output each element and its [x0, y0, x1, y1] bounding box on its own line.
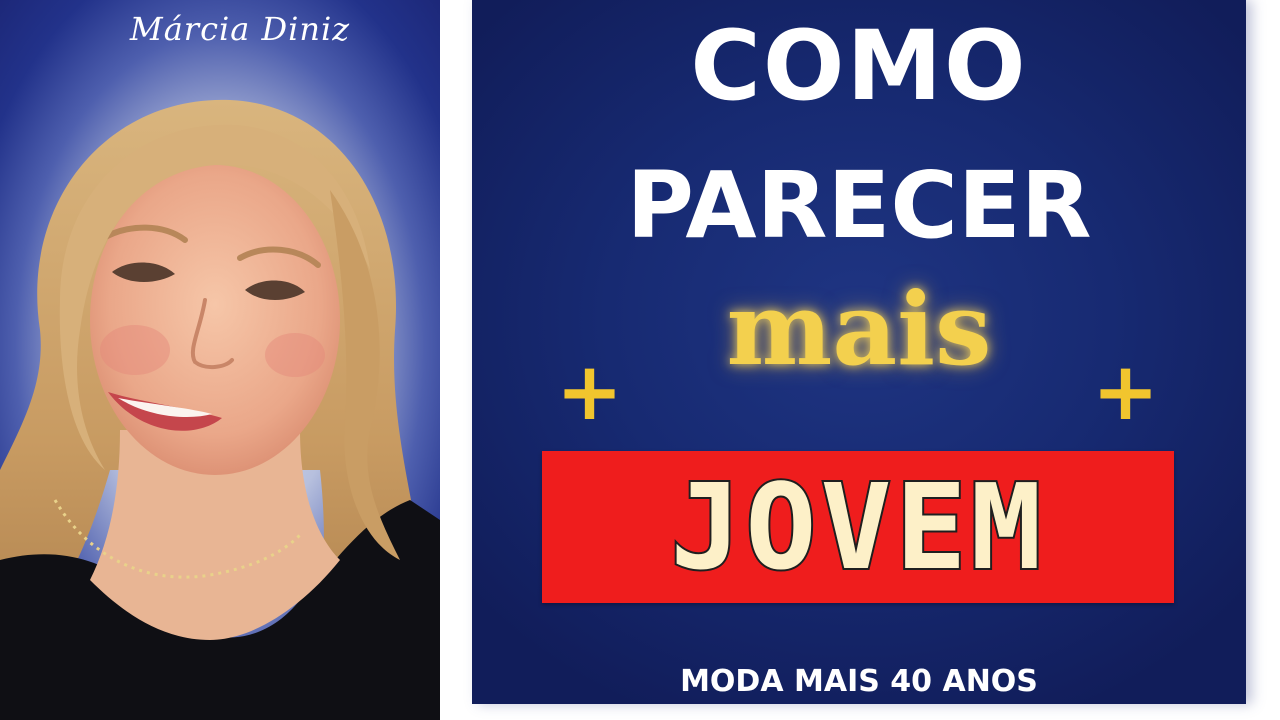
plus-left-icon: + — [556, 345, 624, 438]
red-highlight-band — [542, 451, 1174, 603]
face — [90, 165, 340, 475]
title-line-2: PARECER — [626, 152, 1092, 259]
title-line-3: mais — [726, 270, 992, 388]
title-line-1: COMO — [690, 10, 1028, 122]
title-line-4: JOVEM — [670, 458, 1046, 596]
plus-right-icon: + — [1092, 345, 1160, 438]
portrait-photo — [0, 0, 440, 720]
signature-text: Márcia Diniz — [129, 10, 351, 48]
title-panel — [472, 0, 1246, 704]
photo-panel — [0, 0, 440, 720]
footer-subtitle: MODA MAIS 40 ANOS — [680, 664, 1038, 699]
